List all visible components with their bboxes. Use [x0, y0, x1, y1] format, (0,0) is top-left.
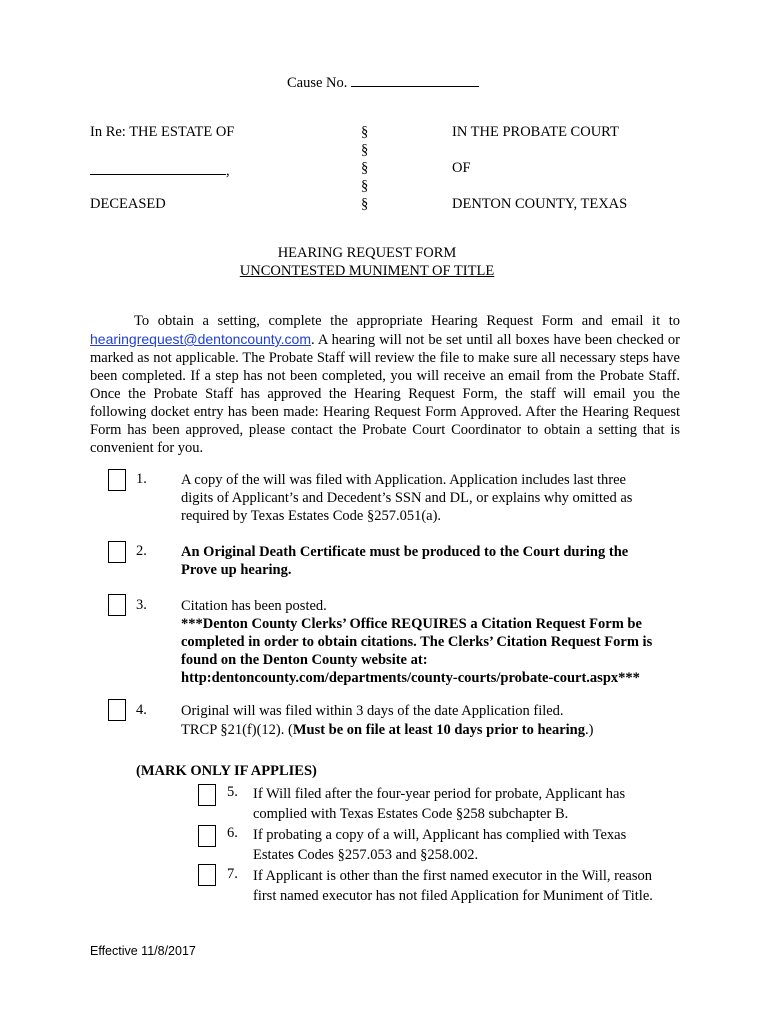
- item-4-line2-pre: TRCP §21(f)(12). (: [181, 722, 293, 738]
- decedent-name-blank[interactable]: [90, 160, 226, 175]
- item-1-text: [181, 471, 632, 525]
- item-2-checkbox[interactable]: [108, 541, 126, 563]
- item-5-line: If Will filed after the four-year period for probate, Applicant has: [253, 786, 626, 802]
- decedent-name-line: [90, 160, 230, 180]
- cause-number: [287, 72, 479, 92]
- court-of: OF: [452, 160, 471, 176]
- item-5-number: 5.: [227, 784, 238, 800]
- cause-number-blank[interactable]: [351, 72, 479, 87]
- item-3-line: Citation has been posted.: [181, 598, 327, 614]
- item-7-line: first named executor has not filed Application for Muniment of Title.: [253, 888, 653, 904]
- form-title: HEARING REQUEST FORM: [277, 245, 457, 261]
- item-5-checkbox[interactable]: [198, 784, 216, 806]
- instructions-paragraph: [90, 312, 680, 457]
- citation-notice-line: ***Denton County Clerks’ Office REQUIRES a Citation Request Form be: [181, 616, 642, 632]
- item-1-number: 1.: [136, 471, 147, 487]
- decedent-comma: ,: [226, 163, 230, 179]
- item-2-line: Prove up hearing.: [181, 562, 292, 578]
- form-subtitle: UNCONTESTED MUNIMENT OF TITLE: [239, 263, 495, 279]
- in-re-label: In Re: THE ESTATE OF: [90, 124, 235, 140]
- item-6-line: Estates Codes §257.053 and §258.002.: [253, 847, 479, 863]
- cause-label: Cause No.: [287, 75, 348, 91]
- item-5-text: [253, 784, 625, 824]
- item-3-number: 3.: [136, 597, 147, 613]
- citation-request-url: http:dentoncounty.com/departments/county-courts/probate-court.aspx***: [181, 670, 640, 686]
- item-1-line: required by Texas Estates Code §257.051(a).: [181, 508, 442, 524]
- item-6-checkbox[interactable]: [198, 825, 216, 847]
- item-4-text: [181, 702, 593, 740]
- item-7-number: 7.: [227, 866, 238, 882]
- item-4-line2-bold: Must be on file at least 10 days prior to hearing: [292, 722, 585, 738]
- citation-notice-line: completed in order to obtain citations. The Clerks’ Citation Request Form is: [181, 634, 653, 650]
- item-1-checkbox[interactable]: [108, 469, 126, 491]
- item-7-checkbox[interactable]: [198, 864, 216, 886]
- item-3-text: [181, 597, 652, 687]
- instructions-part2: . A hearing will not be set until all boxes have been checked or marked as not applicable. The Probate Staff will review the file to make sure all necessary steps have been completed. If a step has not been completed, you will receive an email from the Probate Staff. Once the Probate Staff has approved the Hearing Request Form, the staff will email you the following docket entry has been made: Hearing Request Form Approved. After the Hearing Request Form has been approved, please contact the Probate Court Coordinator to obtain a setting that is convenient for you.: [90, 332, 680, 456]
- item-1-line: A copy of the will was filed with Application. Application includes last three: [181, 472, 626, 488]
- item-2-line: An Original Death Certificate must be produced to the Court during the: [181, 544, 629, 560]
- effective-date: Effective 11/8/2017: [90, 944, 196, 958]
- item-4-line2: [181, 721, 593, 740]
- item-6-text: [253, 825, 626, 865]
- item-2-text: [181, 543, 628, 579]
- section-symbol: §: [361, 178, 369, 194]
- item-4-number: 4.: [136, 702, 147, 718]
- item-5-line: complied with Texas Estates Code §258 subchapter B.: [253, 806, 569, 822]
- citation-notice-line: found on the Denton County website at:: [181, 652, 428, 668]
- section-symbol: §: [361, 196, 369, 212]
- deceased-label: DECEASED: [90, 196, 166, 212]
- item-6-line: If probating a copy of a will, Applicant has complied with Texas: [253, 827, 627, 843]
- mark-only-if-applies-heading: (MARK ONLY IF APPLIES): [136, 763, 317, 779]
- item-4-line2-post: .): [584, 722, 594, 738]
- section-symbol: §: [361, 160, 369, 176]
- item-6-number: 6.: [227, 825, 238, 841]
- item-3-checkbox[interactable]: [108, 594, 126, 616]
- item-2-number: 2.: [136, 543, 147, 559]
- item-1-line: digits of Applicant’s and Decedent’s SSN and DL, or explains why omitted as: [181, 490, 633, 506]
- item-4-line: Original will was filed within 3 days of the date Application filed.: [181, 703, 564, 719]
- item-4-checkbox[interactable]: [108, 699, 126, 721]
- instructions-part1: To obtain a setting, complete the appropriate Hearing Request Form and email it to: [134, 313, 680, 329]
- section-symbol: §: [361, 142, 369, 158]
- hearing-request-email-link[interactable]: hearingrequest@dentoncounty.com: [90, 331, 311, 347]
- section-symbol: §: [361, 124, 369, 140]
- court-county: DENTON COUNTY, TEXAS: [452, 196, 628, 212]
- item-7-line: If Applicant is other than the first named executor in the Will, reason: [253, 868, 652, 884]
- item-7-text: [253, 866, 653, 906]
- court-name: IN THE PROBATE COURT: [452, 124, 619, 140]
